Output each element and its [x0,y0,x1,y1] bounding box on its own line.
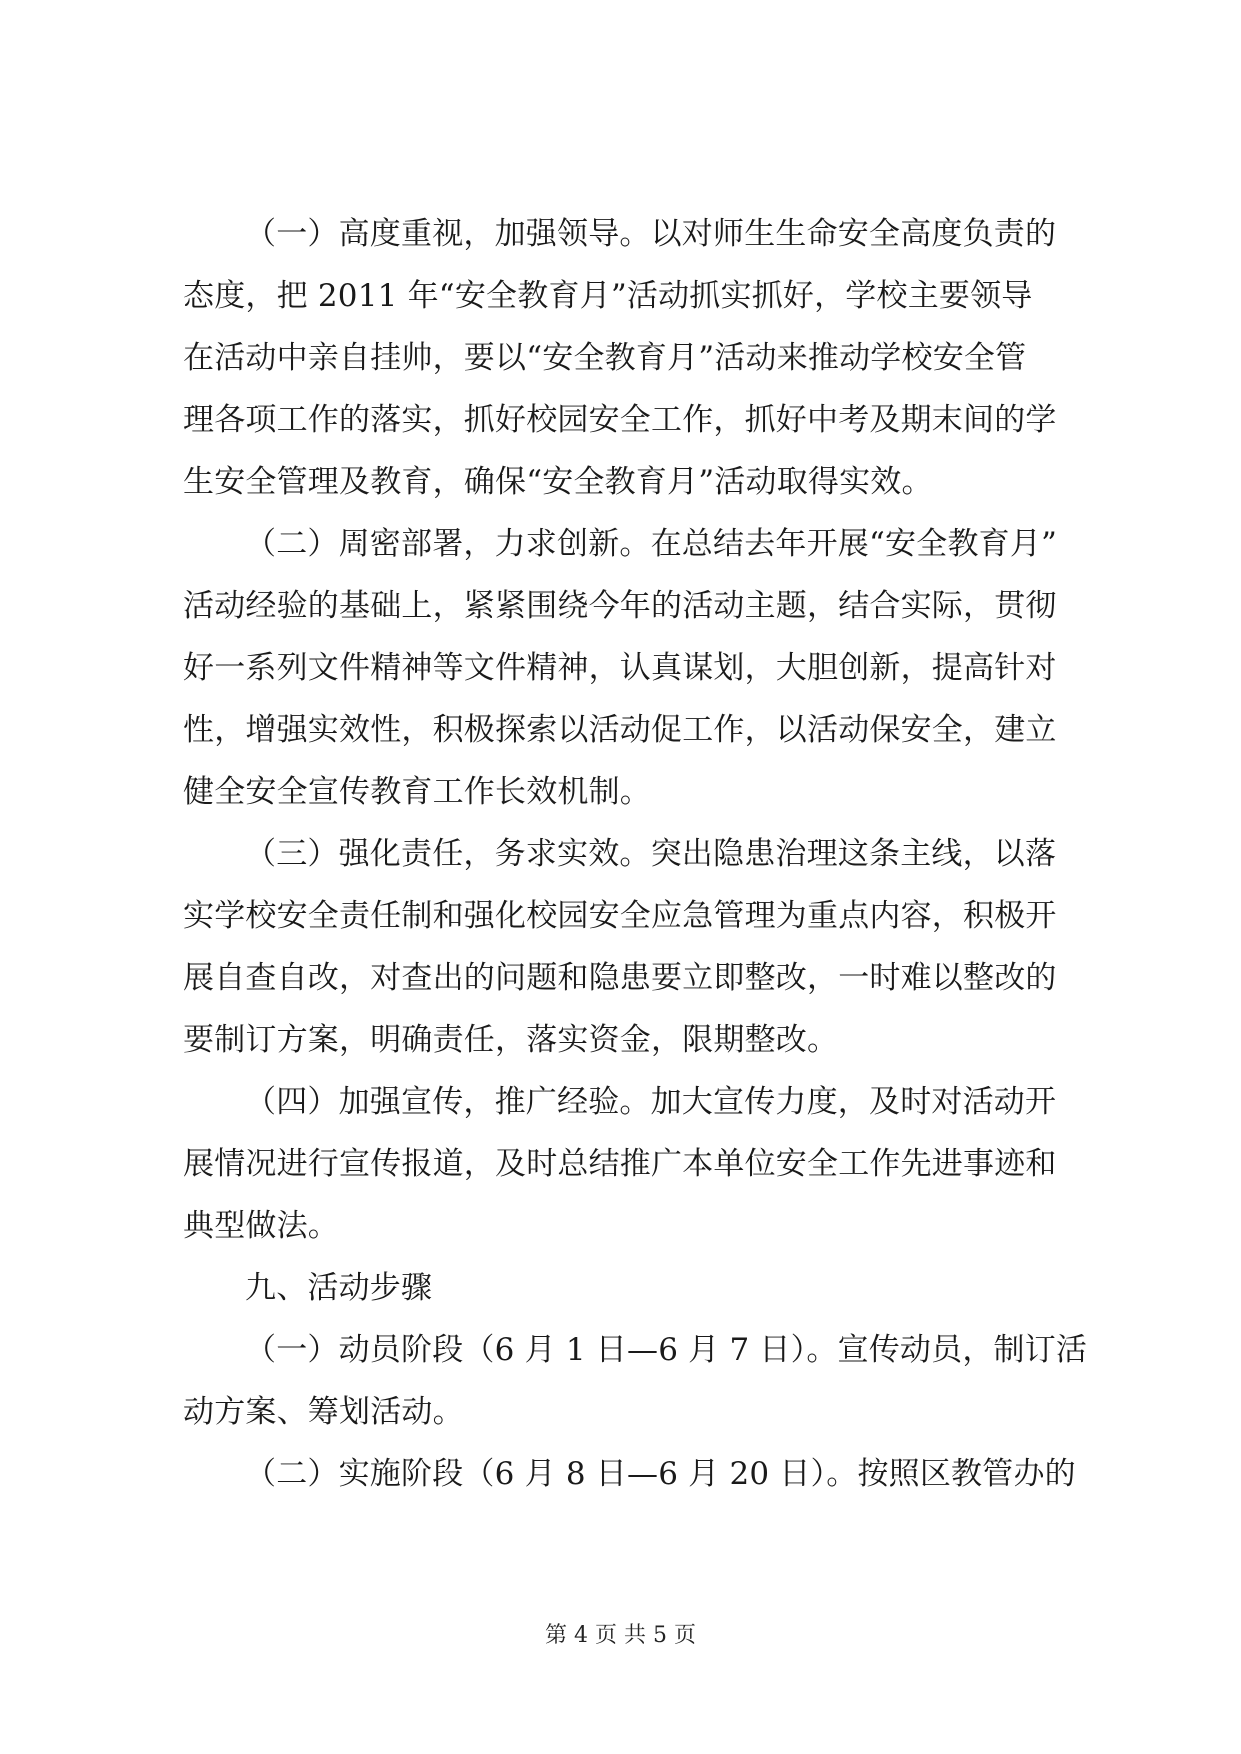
page-number-indicator: 第 4 页 共 5 页 [545,1623,696,1648]
text-line: （三）强化责任，务求实效。突出隐患治理这条主线，以落 [245,836,1057,872]
section-heading: 九、活动步骤 [245,1270,433,1306]
text-line: 活动经验的基础上，紧紧围绕今年的活动主题，结合实际，贯彻 [183,588,1057,624]
text-line: （二）实施阶段（6 月 8 日—6 月 20 日）。按照区教管办的 [245,1456,1076,1492]
text-line: （二）周密部署，力求创新。在总结去年开展“安全教育月” [245,526,1058,562]
text-line: 展自查自改，对查出的问题和隐患要立即整改，一时难以整改的 [183,960,1057,996]
text-line: （一）高度重视，加强领导。以对师生生命安全高度负责的 [245,216,1057,252]
text-line: 展情况进行宣传报道，及时总结推广本单位安全工作先进事迹和 [183,1146,1057,1182]
text-line: 理各项工作的落实，抓好校园安全工作，抓好中考及期末间的学 [183,402,1057,438]
text-line: 健全安全宣传教育工作长效机制。 [183,774,651,810]
text-line: （四）加强宣传，推广经验。加大宣传力度，及时对活动开 [245,1084,1057,1120]
text-line: 实学校安全责任制和强化校园安全应急管理为重点内容，积极开 [183,898,1057,934]
text-line: 要制订方案，明确责任，落实资金，限期整改。 [183,1022,839,1058]
text-line: （一）动员阶段（6 月 1 日—6 月 7 日）。宣传动员，制订活 [245,1332,1088,1368]
text-line: 典型做法。 [183,1208,339,1244]
text-line: 动方案、筹划活动。 [183,1394,464,1430]
page-footer [0,1622,1241,1650]
text-line: 态度，把 2011 年“安全教育月”活动抓实抓好，学校主要领导 [183,278,1033,314]
text-line: 好一系列文件精神等文件精神，认真谋划，大胆创新，提高针对 [183,650,1057,686]
text-line: 生安全管理及教育，确保“安全教育月”活动取得实效。 [183,464,933,500]
text-line: 在活动中亲自挂帅，要以“安全教育月”活动来推动学校安全管 [183,340,1027,376]
text-line: 性，增强实效性，积极探索以活动促工作，以活动保安全，建立 [183,712,1057,748]
